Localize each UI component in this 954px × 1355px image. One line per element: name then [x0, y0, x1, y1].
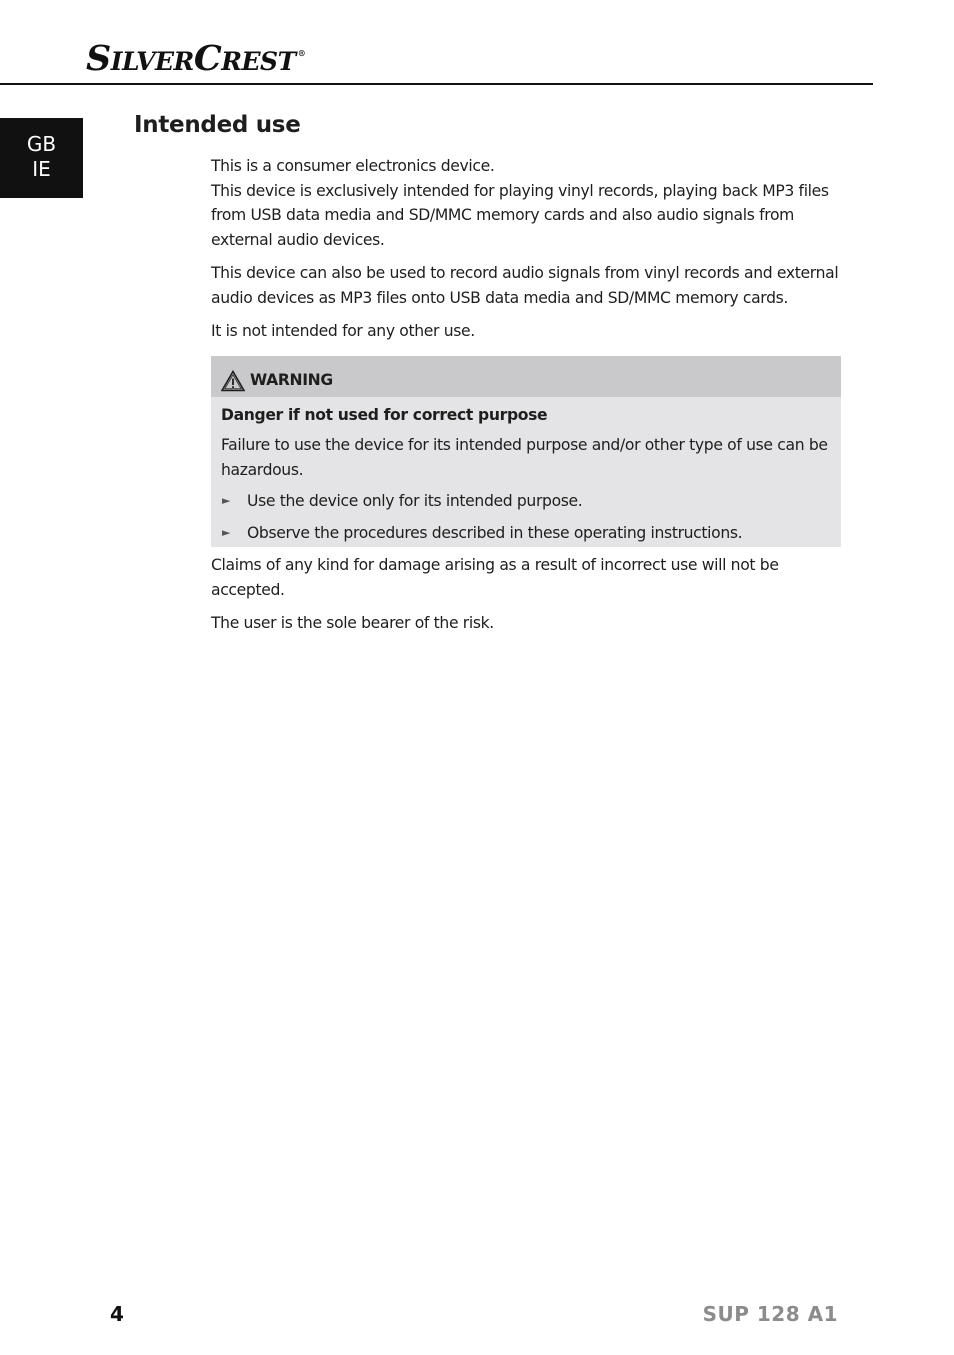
intended-purpose-text: This device is exclusively intended for playing vinyl records, playing back MP3 files from USB data media and SD/MMC memory cards and also audio signals from external audio devices.	[211, 181, 829, 249]
warning-box	[211, 356, 841, 548]
no-other-use-text: It is not intended for any other use.	[211, 322, 475, 340]
bullet-arrow-icon: ►	[222, 494, 231, 507]
language-code-gb: GB	[26, 132, 57, 156]
bullet-arrow-icon: ►	[222, 525, 231, 539]
warning-body	[211, 397, 841, 548]
warning-label: WARNING	[250, 371, 333, 390]
registered-mark: ®	[297, 48, 306, 58]
warning-header	[211, 356, 841, 397]
risk-text: The user is the sole bearer of the risk.	[211, 614, 494, 632]
warning-list-item: ► Use the device only for its intended purpose.	[221, 489, 831, 514]
header-divider	[0, 83, 873, 85]
section-title: Intended use	[134, 112, 301, 138]
warning-subtitle: Danger if not used for correct purpose	[221, 405, 548, 424]
language-tab	[0, 118, 83, 198]
recording-text: This device can also be used to record audio signals from vinyl records and external audio devices as MP3 files onto USB data media and SD/MMC memory cards.	[211, 264, 839, 307]
warning-list-item: ► Observe the procedures described in these operating instructions.	[221, 521, 831, 546]
page-number: 4	[110, 1302, 124, 1326]
model-number: SUP 128 A1	[702, 1302, 838, 1326]
intro-text: This is a consumer electronics device.	[211, 157, 495, 175]
warning-text: Failure to use the device for its intended purpose and/or other type of use can be hazardous.	[221, 436, 828, 479]
brand-logo: SILVERCREST ®	[86, 38, 306, 79]
warning-triangle-icon	[221, 370, 245, 392]
language-code-ie: IE	[32, 157, 51, 181]
claims-text: Claims of any kind for damage arising as a result of incorrect use will not be accepted.	[211, 556, 779, 599]
section-body	[211, 154, 841, 636]
